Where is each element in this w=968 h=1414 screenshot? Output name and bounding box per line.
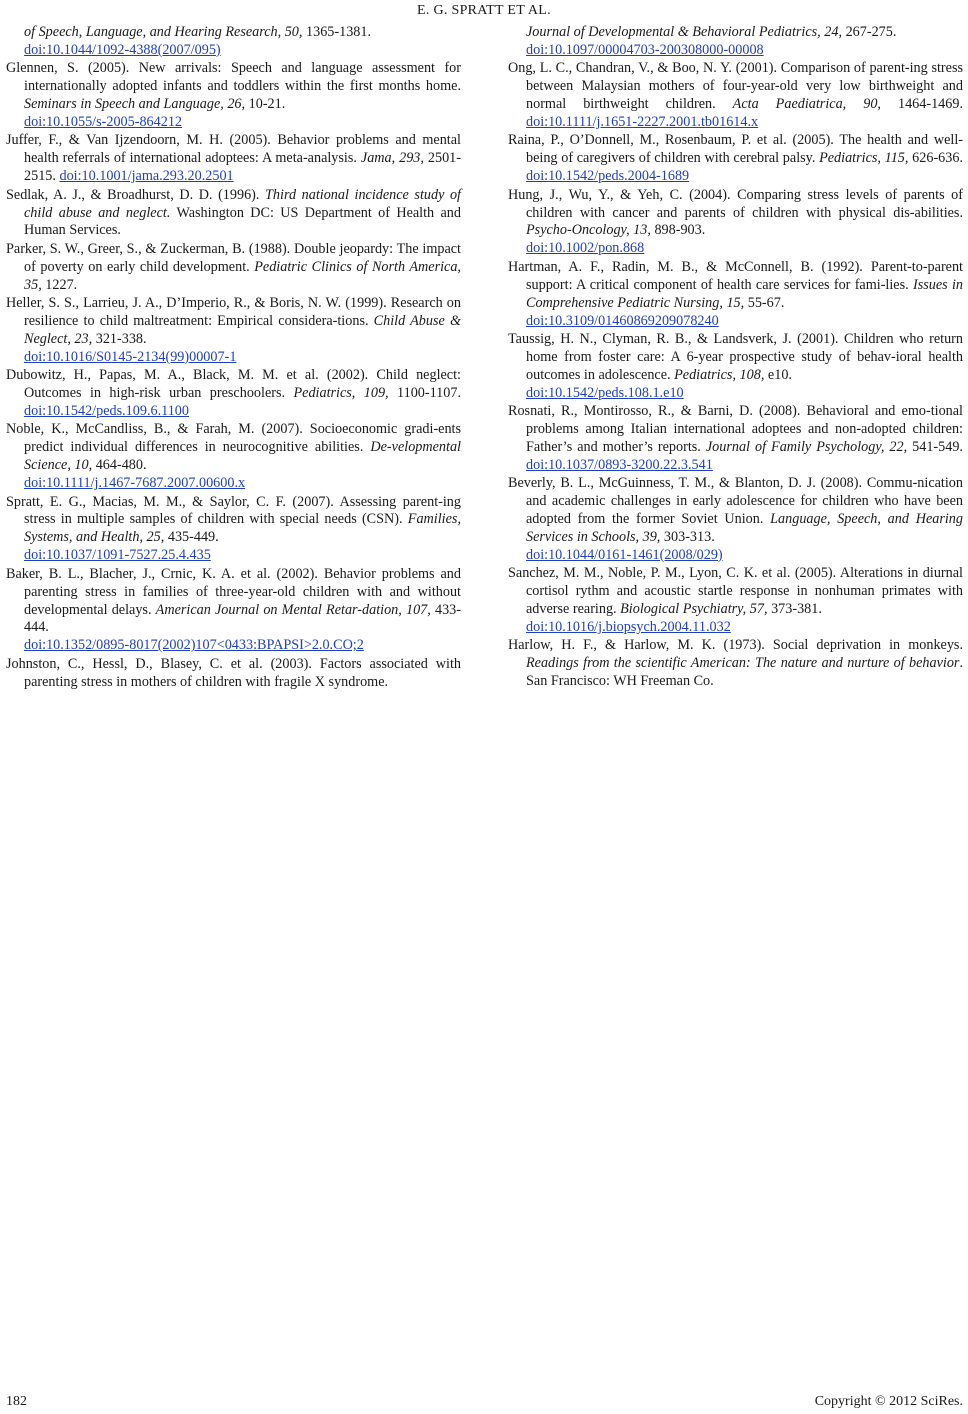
reference-text: Sedlak, A. J., & Broadhurst, D. D. (1996). [6, 186, 266, 203]
reference-pages: 464-480. [92, 457, 147, 474]
reference-pages: 10-21. [245, 96, 286, 113]
doi-link[interactable]: doi:10.1037/1091-7527.25.4.435 [24, 547, 211, 564]
reference-journal: Pediatrics, 109, [293, 385, 389, 402]
reference-pages: 541-549. [907, 438, 963, 455]
reference-publisher: . San Francisco: WH Freeman Co. [526, 655, 963, 690]
doi-link[interactable]: doi:10.1016/S0145-2134(99)00007-1 [24, 348, 237, 365]
reference-text: Hartman, A. F., Radin, M. B., & McConnell, B. (1992). Parent-to-parent support: A critical component of health care services for fami-lies. [508, 258, 963, 293]
reference-pages: 1464-1469. [880, 96, 964, 113]
reference-journal: Language, Speech, and Hearing Services in Schools, 39, [526, 510, 963, 545]
reference-entry [6, 60, 461, 132]
reference-journal: American Journal on Mental Retar-dation, 107, [155, 601, 431, 618]
reference-title: Third national incidence study of child abuse and neglect. [24, 186, 461, 221]
reference-text: Baker, B. L., Blacher, J., Crnic, K. A. et al. (2002). Behavior problems and parenting stress in families of three-year-old children with and without developmental delays. [6, 565, 461, 618]
reference-pages: e10. [764, 366, 792, 383]
reference-entry [6, 494, 461, 566]
reference-text: Raina, P., O’Donnell, M., Rosenbaum, P. et al. (2005). The health and well-being of caregivers of children with cerebral palsy. [508, 132, 963, 167]
reference-text: Rosnati, R., Montirosso, R., & Barni, D. (2008). Behavioral and emo-tional problems among Italian international adoptees and non-adopted children: Father’s and mother’s reports. [508, 403, 963, 455]
reference-text: Dubowitz, H., Papas, M. A., Black, M. M. et al. (2002). Child neglect: Outcomes in high-risk urban preschoolers. [6, 367, 461, 402]
doi-link[interactable]: doi:10.1044/0161-1461(2008/029) [526, 546, 723, 563]
references-right-column [508, 24, 963, 692]
reference-journal: of Speech, Language, and Hearing Research, 50, [24, 24, 303, 40]
reference-entry [6, 421, 461, 493]
reference-text: Beverly, B. L., McGuinness, T. M., & Blanton, D. J. (2008). Commu-nication and academic challenges in early adolescence for children who have been adopted from the former Soviet Union. [508, 475, 963, 527]
reference-entry [508, 637, 963, 691]
doi-link[interactable]: doi:10.1001/jama.293.20.2501 [59, 168, 234, 185]
reference-pages: 1100-1107. [388, 385, 462, 402]
reference-text: Noble, K., McCandliss, B., & Farah, M. (2007). Socioeconomic gradi-ents predict individual differences in neurocognitive abilities. [6, 421, 461, 456]
reference-publisher: Washington DC: US Department of Health and Human Services. [24, 204, 461, 239]
reference-entry [508, 132, 963, 186]
reference-pages: 898-903. [650, 222, 706, 239]
reference-entry [6, 656, 461, 692]
reference-journal: Pediatric Clinics of North America, 35, [24, 258, 461, 293]
reference-text: Hung, J., Wu, Y., & Yeh, C. (2004). Comparing stress levels of parents of children with cancer and parents of children with physical dis-abilities. [508, 186, 963, 221]
reference-pages: 303-313. [660, 528, 715, 545]
reference-text: Sanchez, M. M., Noble, P. M., Lyon, C. K. et al. (2005). Alterations in diurnal cortisol rythm and acoustic startle response in nonhuman primates with adverse rearing. [508, 565, 963, 617]
reference-entry [6, 132, 461, 186]
reference-entry [6, 367, 461, 421]
reference-text: Parker, S. W., Greer, S., & Zuckerman, B. (1988). Double jeopardy: The impact of poverty on early child development. [6, 240, 461, 275]
reference-pages: 626-636. [908, 150, 963, 167]
reference-pages: 55-67. [744, 294, 785, 311]
reference-text: Glennen, S. (2005). New arrivals: Speech and language assessment for internationally adopted infants and toddlers within the first months home. [6, 60, 461, 95]
reference-text: Harlow, H. F., & Harlow, M. K. (1973). Social deprivation in monkeys. [508, 637, 963, 654]
doi-link[interactable]: doi:10.1016/j.biopsych.2004.11.032 [526, 618, 731, 635]
reference-pages: 435-449. [164, 529, 219, 546]
reference-entry [508, 24, 963, 60]
reference-entry [6, 566, 461, 656]
reference-journal: Acta Paediatrica, 90, [732, 96, 881, 113]
reference-pages: 267-275. [842, 24, 897, 40]
reference-journal: De-velopmental Science, 10, [24, 439, 461, 474]
reference-book-title: Readings from the scientific American: The nature and nurture of behavior [526, 655, 960, 672]
reference-text: Heller, S. S., Larrieu, J. A., D’Imperio, R., & Boris, N. W. (1999). Research on resilience to child maltreatment: Empirical considera-tions. [6, 295, 461, 329]
reference-journal: Jama, 293, [360, 150, 424, 167]
reference-entry [6, 24, 461, 60]
doi-link[interactable]: doi:10.1542/peds.109.6.1100 [24, 403, 189, 420]
reference-entry [508, 60, 963, 132]
reference-entry [508, 331, 963, 403]
reference-pages: 2501-2515. [24, 150, 462, 185]
reference-text: Taussig, H. N., Clyman, R. B., & Landsverk, J. (2001). Children who return home from foster care: A 6-year prospective study of behav-ioral health outcomes in adolescence. [508, 330, 963, 383]
doi-link[interactable]: doi:10.1037/0893-3200.22.3.541 [526, 456, 713, 473]
references-left-column [6, 24, 461, 692]
doi-link[interactable]: doi:10.1352/0895-8017(2002)107<0433:BPAPSI>2.0.CO;2 [24, 637, 364, 654]
reference-pages: 1365-1381. [302, 24, 372, 40]
doi-link[interactable]: doi:10.1111/j.1651-2227.2001.tb01614.x [526, 114, 759, 131]
reference-pages: 1227. [41, 276, 78, 293]
reference-text: Ong, L. C., Chandran, V., & Boo, N. Y. (2001). Comparison of parent-ing stress between Malaysian mothers of four-year-old very low birthweight and normal birthweight children. [508, 60, 963, 113]
reference-journal: Biological Psychiatry, 57, [620, 601, 768, 617]
reference-journal: Child Abuse & Neglect, 23, [24, 313, 461, 347]
reference-text: Johnston, C., Hessl, D., Blasey, C. et al. (2003). Factors associated with parenting stress in mothers of children with fragile X syndrome. [6, 655, 461, 690]
reference-journal: Journal of Family Psychology, 22, [705, 438, 908, 455]
reference-text: Spratt, E. G., Macias, M. M., & Saylor, C. F. (2007). Assessing parent-ing stress in multiple samples of children with special needs (CSN). [6, 493, 461, 528]
reference-journal: Journal of Developmental & Behavioral Pediatrics, 24, [526, 24, 843, 40]
reference-journal: Families, Systems, and Health, 25, [24, 511, 461, 546]
doi-link[interactable]: doi:10.1097/00004703-200308000-00008 [526, 41, 764, 58]
page-number: 182 [6, 1394, 27, 1409]
reference-entry [508, 475, 963, 565]
reference-entry [508, 403, 963, 475]
reference-entry [6, 187, 461, 241]
doi-link[interactable]: doi:10.1111/j.1467-7687.2007.00600.x [24, 475, 246, 492]
doi-link[interactable]: doi:10.1055/s-2005-864212 [24, 114, 183, 131]
reference-journal: Pediatrics, 108, [674, 366, 765, 383]
reference-journal: Issues in Comprehensive Pediatric Nursing, 15, [526, 276, 963, 311]
reference-pages: 321-338. [92, 330, 147, 347]
reference-entry [508, 565, 963, 637]
doi-link[interactable]: doi:10.3109/01460869209078240 [526, 312, 719, 329]
reference-journal: Psycho-Oncology, 13, [526, 222, 651, 239]
copyright-notice: Copyright © 2012 SciRes. [814, 1394, 963, 1409]
reference-pages: 433-444. [24, 601, 461, 636]
reference-journal: Pediatrics, 115, [819, 150, 909, 167]
reference-text: Juffer, F., & Van Ijzendoorn, M. H. (2005). Behavior problems and mental health referrals of international adoptees: A meta-analysis. [6, 132, 461, 167]
doi-link[interactable]: doi:10.1044/1092-4388(2007/095) [24, 41, 221, 58]
running-head: E. G. SPRATT ET AL. [417, 3, 551, 18]
doi-link[interactable]: doi:10.1542/peds.108.1.e10 [526, 384, 684, 401]
reference-entry [508, 187, 963, 259]
reference-entry [508, 259, 963, 331]
doi-link[interactable]: doi:10.1002/pon.868 [526, 240, 645, 257]
reference-pages: 373-381. [767, 601, 822, 617]
reference-entry [6, 295, 461, 367]
reference-entry [6, 241, 461, 295]
doi-link[interactable]: doi:10.1542/peds.2004-1689 [526, 168, 690, 185]
reference-journal: Seminars in Speech and Language, 26, [24, 96, 246, 113]
